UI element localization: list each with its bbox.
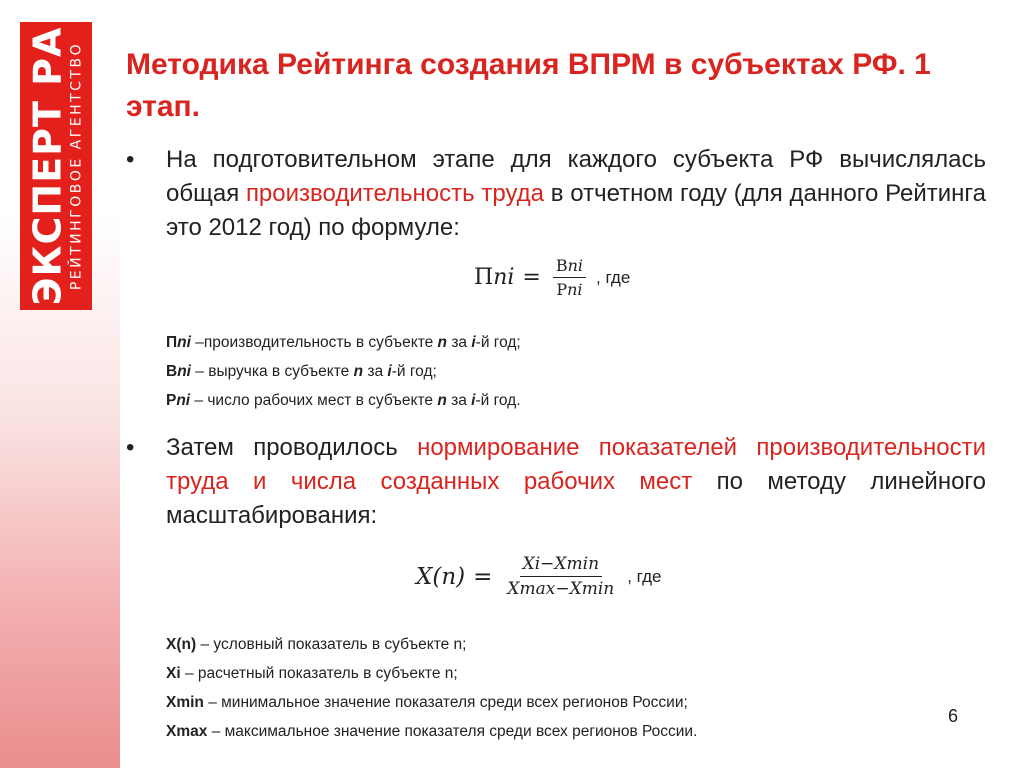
bullet-2: [126, 431, 986, 533]
definition-row: Вni – выручка в субъекте n за i-й год;: [166, 363, 437, 380]
definitions-2: [166, 630, 697, 746]
page-number: 6: [948, 706, 959, 726]
formula-2-numerator: Xi−Xmin: [520, 554, 602, 577]
formula-productivity: [474, 256, 630, 299]
bullet-2-text: [166, 431, 986, 533]
bullet-2-after: по методу линейного масштабирования:: [166, 468, 986, 529]
bullet-1-highlight: производительность труда: [245, 180, 545, 207]
definition-row: X(n) – условный показатель в субъекте n;: [166, 636, 467, 653]
expert-ra-logo: [20, 22, 92, 310]
formula-1-lhs: Пni: [474, 265, 515, 290]
bullet-1-marker: •: [126, 146, 135, 173]
bullet-1-after: в отчетном году (для данного Рейтинга это 2012 год) по формуле:: [166, 180, 986, 241]
bullet-1: [126, 143, 986, 245]
definition-row: Пni –производительность в субъекте n за i-й год;: [166, 334, 521, 351]
definition-row: Xmax – максимальное значение показателя среди всех регионов России.: [166, 723, 698, 740]
formula-normalization: [416, 554, 662, 599]
bullet-2-before: Затем проводилось: [166, 434, 418, 461]
bullet-1-before: На подготовительном этапе для каждого субъекта РФ вычислялась общая: [166, 146, 986, 207]
logo-main-text: ЭКСПЕРТ РА: [25, 26, 70, 306]
definition-row: Рni – число рабочих мест в субъекте n за i-й год.: [166, 392, 521, 409]
formula-2-suffix: , где: [627, 566, 662, 586]
definition-row: Xmin – минимальное значение показателя среди всех регионов России;: [166, 694, 688, 711]
bullet-1-text: [166, 143, 986, 245]
formula-2-equals: =: [473, 563, 493, 590]
formula-1-fraction: [553, 256, 586, 299]
logo-sub-text: РЕЙТИНГОВОЕ АГЕНТСТВО: [68, 41, 85, 291]
formula-1-suffix: , где: [596, 267, 631, 287]
definition-row: Xi – расчетный показатель в субъекте n;: [166, 665, 458, 682]
formula-1-numerator: Вni: [553, 256, 586, 278]
slide-title: Методика Рейтинга создания ВПРМ в субъектах РФ. 1 этап.: [126, 48, 931, 123]
formula-2-fraction: [504, 554, 617, 599]
formula-2-lhs: X(n): [416, 563, 466, 590]
bullet-2-highlight: нормирование показателей производительности труда и числа созданных рабочих мест: [166, 434, 986, 495]
definitions-1: [166, 328, 521, 415]
formula-1-denominator: Рni: [556, 280, 583, 299]
formula-1-equals: =: [522, 265, 541, 290]
formula-2-denominator: Xmax−Xmin: [507, 579, 615, 599]
bullet-2-marker: •: [126, 434, 135, 461]
